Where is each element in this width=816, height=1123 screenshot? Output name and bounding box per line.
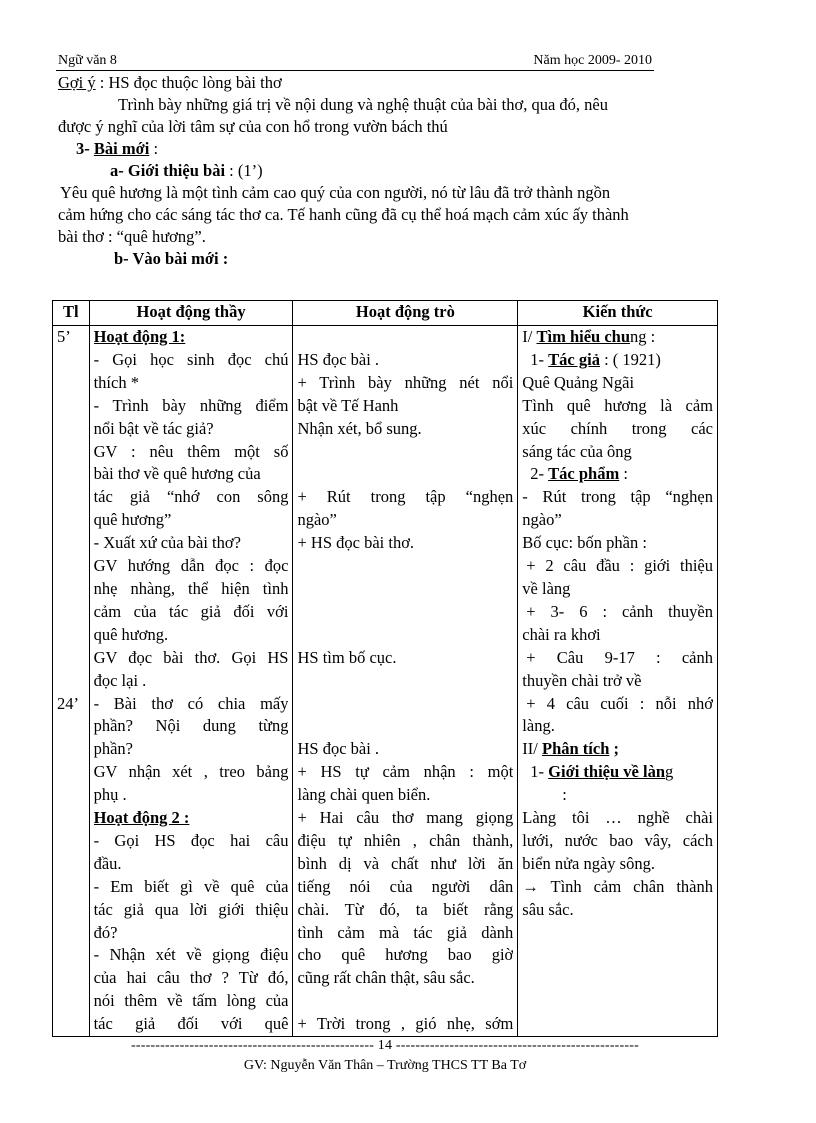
col-tro-line: ngào” bbox=[297, 510, 337, 530]
col-tro-line: tình cảm mà tác giả dành bbox=[297, 922, 514, 942]
col-tro-line: + Trình bày những nét nổi bbox=[297, 372, 514, 392]
cell-tl bbox=[53, 326, 90, 1037]
tl-line bbox=[57, 532, 85, 555]
col-tro-line bbox=[297, 693, 513, 716]
col-tro-line: + Trời trong , gió nhẹ, sớm bbox=[297, 1014, 514, 1034]
goi-y-line bbox=[58, 72, 712, 94]
col-kien-thuc-line: → Tình cảm chân thành bbox=[522, 876, 713, 896]
col-thay-line: bài thơ về quê hương của bbox=[93, 464, 261, 484]
tl-line: 24’ bbox=[57, 693, 79, 713]
gioi-thieu-heading: a- Giới thiệu bài : (1’) bbox=[110, 161, 263, 180]
col-thay-line: - Xuất xứ của bài thơ? bbox=[93, 533, 241, 553]
col-thay-line: - Em biết gì về quê của bbox=[93, 876, 289, 896]
col-kien-thuc-line: Quê Quảng Ngãi bbox=[522, 372, 635, 392]
col-thay-line: đó? bbox=[93, 922, 118, 942]
col-thay-line: - Gọi HS đọc hai câu bbox=[93, 830, 289, 850]
page-header bbox=[56, 52, 654, 71]
tl-line bbox=[57, 372, 85, 395]
col-tro-line bbox=[297, 463, 513, 486]
col-thay-line: Hoạt động 1: bbox=[93, 327, 186, 346]
col-kien-thuc-line: 2- Tác phẩm : bbox=[530, 464, 628, 484]
tl-line bbox=[57, 670, 85, 693]
col-kien-thuc-line: lưới, nước bao vây, cách bbox=[522, 830, 713, 850]
col-kien-thuc-line: thuyền chài trở về bbox=[522, 670, 642, 690]
lesson-intro bbox=[58, 72, 712, 270]
header-hoat-dong-tro: Hoạt động trò bbox=[293, 301, 518, 326]
col-tro-line: HS đọc bài . bbox=[297, 349, 380, 369]
col-kien-thuc-line: 1- Giới thiệu về làng bbox=[530, 762, 674, 782]
col-thay-line: của hai câu thơ ? Từ đó, bbox=[93, 968, 289, 988]
header-school-year: Năm học 2009- 2010 bbox=[533, 53, 652, 68]
col-kien-thuc-line: Làng tôi … nghề chài bbox=[522, 808, 713, 828]
header-subject: Ngữ văn 8 bbox=[58, 53, 117, 68]
col-tro-line: HS tìm bố cục. bbox=[297, 647, 397, 667]
col-kien-thuc-line: 1- Tác giả : ( 1921) bbox=[530, 349, 661, 369]
tl-line bbox=[57, 624, 85, 647]
page-footer bbox=[80, 1036, 690, 1076]
cell-hoat-dong-tro bbox=[293, 326, 518, 1037]
col-thay-line: GV : nêu thêm một số bbox=[93, 441, 289, 461]
col-tro-line bbox=[297, 601, 513, 624]
bai-moi-heading: 3- Bài mới : bbox=[76, 139, 159, 158]
goi-y-line-3: được ý nghĩ của lời tâm sự của con hổ trong vườn bách thú bbox=[58, 117, 448, 136]
col-thay-line: quê hương. bbox=[93, 624, 169, 644]
col-thay-line: - Nhận xét về giọng điệu bbox=[93, 945, 289, 965]
intro-paragraph-line-2: cảm hứng cho các sáng tác thơ ca. Tế hanh cũng đã cụ thể hoá mạch cảm xúc ấy thành bbox=[58, 205, 629, 224]
tl-line bbox=[57, 578, 85, 601]
col-tro-line bbox=[297, 624, 513, 647]
tl-line bbox=[57, 601, 85, 624]
col-thay-line: nổi bật về tác giả? bbox=[93, 418, 214, 438]
gioi-thieu-label: Giới thiệu bài bbox=[127, 161, 226, 180]
col-thay-line: đọc lại . bbox=[93, 670, 147, 690]
tl-line bbox=[57, 441, 85, 464]
col-kien-thuc-line: I/ Tìm hiểu chung : bbox=[522, 327, 656, 346]
col-tro-line bbox=[297, 555, 513, 578]
col-tro-line: + Rút trong tập “nghẹn bbox=[297, 487, 514, 507]
col-kien-thuc-line: chài ra khơi bbox=[522, 624, 601, 644]
goi-y-label: Gợi ý bbox=[58, 73, 96, 92]
col-kien-thuc-line: + 3- 6 : cảnh thuyền bbox=[526, 601, 713, 621]
col-tro-line: bình dị và chất như lời ăn bbox=[297, 853, 514, 873]
col-thay-line: tác giả “nhớ con sông bbox=[93, 487, 289, 507]
col-thay-line: quê hương” bbox=[93, 510, 172, 530]
tl-line bbox=[57, 463, 85, 486]
col-thay-line: - Gọi học sinh đọc chú bbox=[93, 349, 289, 369]
col-thay-line: nhẹ nhàng, thể hiện tình bbox=[93, 578, 289, 598]
col-thay-line: - Trình bày những điểm bbox=[93, 395, 289, 415]
lesson-table bbox=[52, 300, 718, 1037]
col-thay-line: phần? bbox=[93, 739, 133, 759]
col-tro-line: chài. Từ đó, ta biết rằng bbox=[297, 899, 514, 919]
col-tro-line bbox=[297, 670, 513, 693]
col-thay-line: tác giả đối với quê bbox=[93, 1014, 289, 1034]
col-thay-line: - Bài thơ có chia mấy bbox=[93, 693, 289, 713]
tl-line bbox=[57, 647, 85, 670]
col-tro-line: Nhận xét, bổ sung. bbox=[297, 418, 422, 438]
goi-y-line-2: Trình bày những giá trị về nội dung và nghệ thuật của bài thơ, qua đó, nêu bbox=[118, 95, 608, 114]
col-tro-line: tiếng nói của người dân bbox=[297, 876, 514, 896]
col-kien-thuc-line: + Câu 9-17 : cảnh bbox=[526, 647, 713, 667]
col-kien-thuc-line: : bbox=[562, 785, 567, 805]
cell-kien-thuc bbox=[518, 326, 718, 1037]
col-tro-line: + HS đọc bài thơ. bbox=[297, 533, 415, 553]
col-kien-thuc-line: Tình quê hương là cảm bbox=[522, 395, 713, 415]
col-thay-line: GV hướng dẫn đọc : đọc bbox=[93, 556, 289, 576]
intro-paragraph-line-1: Yêu quê hương là một tình cảm cao quý của con người, nó từ lâu đã trở thành ngồn bbox=[60, 183, 611, 202]
tl-line bbox=[57, 509, 85, 532]
col-thay-line: GV đọc bài thơ. Gọi HS bbox=[93, 647, 289, 667]
col-kien-thuc-line: sâu sắc. bbox=[522, 899, 574, 919]
tl-line bbox=[57, 395, 85, 418]
col-tro-line bbox=[297, 578, 513, 601]
tl-line bbox=[57, 418, 85, 441]
col-tro-line: cho quê hương bao giờ bbox=[297, 945, 514, 965]
col-tro-line: cũng rất chân thật, sâu sắc. bbox=[297, 968, 475, 988]
footer-author: GV: Nguyễn Văn Thân – Trường THCS TT Ba Tơ bbox=[243, 1058, 527, 1073]
col-thay-line: GV nhận xét , treo bảng bbox=[93, 762, 289, 782]
header-kien-thuc: Kiến thức bbox=[518, 301, 718, 326]
col-thay-line: thích * bbox=[93, 372, 139, 392]
bai-moi-label: Bài mới bbox=[93, 139, 150, 158]
col-kien-thuc-line: + 4 câu cuối : nỗi nhớ bbox=[526, 693, 713, 713]
col-tro-line: + Hai câu thơ mang giọng bbox=[297, 808, 514, 828]
col-tro-line bbox=[297, 326, 513, 349]
col-thay-line: Hoạt động 2 : bbox=[93, 808, 190, 828]
col-thay-line: đầu. bbox=[93, 853, 122, 873]
header-tl: Tl bbox=[53, 301, 90, 326]
col-tro-line bbox=[297, 715, 513, 738]
col-thay-line: cảm của tác giả đối với bbox=[93, 601, 289, 621]
col-kien-thuc-line: Bố cục: bốn phần : bbox=[522, 533, 647, 553]
col-thay-line: tác giả qua lời giới thiệu bbox=[93, 899, 289, 919]
col-kien-thuc-line: sáng tác của ông bbox=[522, 441, 632, 461]
col-kien-thuc-line: biển nửa ngày sông. bbox=[522, 853, 655, 873]
col-kien-thuc-line: làng. bbox=[522, 716, 555, 736]
table-header-row bbox=[53, 301, 718, 326]
col-thay-line: phần? Nội dung từng bbox=[93, 716, 289, 736]
col-tro-line bbox=[297, 441, 513, 464]
col-kien-thuc-line: - Rút trong tập “nghẹn bbox=[522, 487, 713, 507]
table-row bbox=[53, 326, 718, 1037]
col-tro-line: + HS tự cảm nhận : một bbox=[297, 762, 514, 782]
vao-bai-moi-heading: b- Vào bài mới : bbox=[114, 249, 229, 268]
tl-line bbox=[57, 555, 85, 578]
cell-hoat-dong-thay bbox=[89, 326, 293, 1037]
footer-page-number: -------------------------------------------------- 14 -------------------------------------------------- bbox=[130, 1038, 639, 1053]
col-thay-line: nói thêm về tấm lòng của bbox=[93, 991, 289, 1011]
col-tro-line: làng chài quen biển. bbox=[297, 785, 431, 805]
col-kien-thuc-line: ngào” bbox=[522, 510, 562, 530]
tl-line: 5’ bbox=[57, 327, 71, 346]
col-tro-line: HS đọc bài . bbox=[297, 739, 380, 759]
col-kien-thuc-line: xúc chính trong các bbox=[522, 418, 713, 438]
col-kien-thuc-line: II/ Phân tích ; bbox=[522, 739, 619, 759]
col-tro-line bbox=[297, 990, 513, 1013]
col-tro-line: điệu tự nhiên , chân thành, bbox=[297, 830, 514, 850]
goi-y-text: : HS đọc thuộc lòng bài thơ bbox=[95, 73, 282, 92]
tl-line bbox=[57, 349, 85, 372]
intro-paragraph-line-3: bài thơ : “quê hương”. bbox=[58, 227, 206, 246]
tl-line bbox=[57, 486, 85, 509]
col-kien-thuc-line: + 2 câu đầu : giới thiệu bbox=[526, 556, 713, 576]
header-hoat-dong-thay: Hoạt động thầy bbox=[89, 301, 293, 326]
col-tro-line: bật về Tế Hanh bbox=[297, 395, 399, 415]
col-thay-line: phụ . bbox=[93, 785, 127, 805]
col-kien-thuc-line: về làng bbox=[522, 578, 571, 598]
